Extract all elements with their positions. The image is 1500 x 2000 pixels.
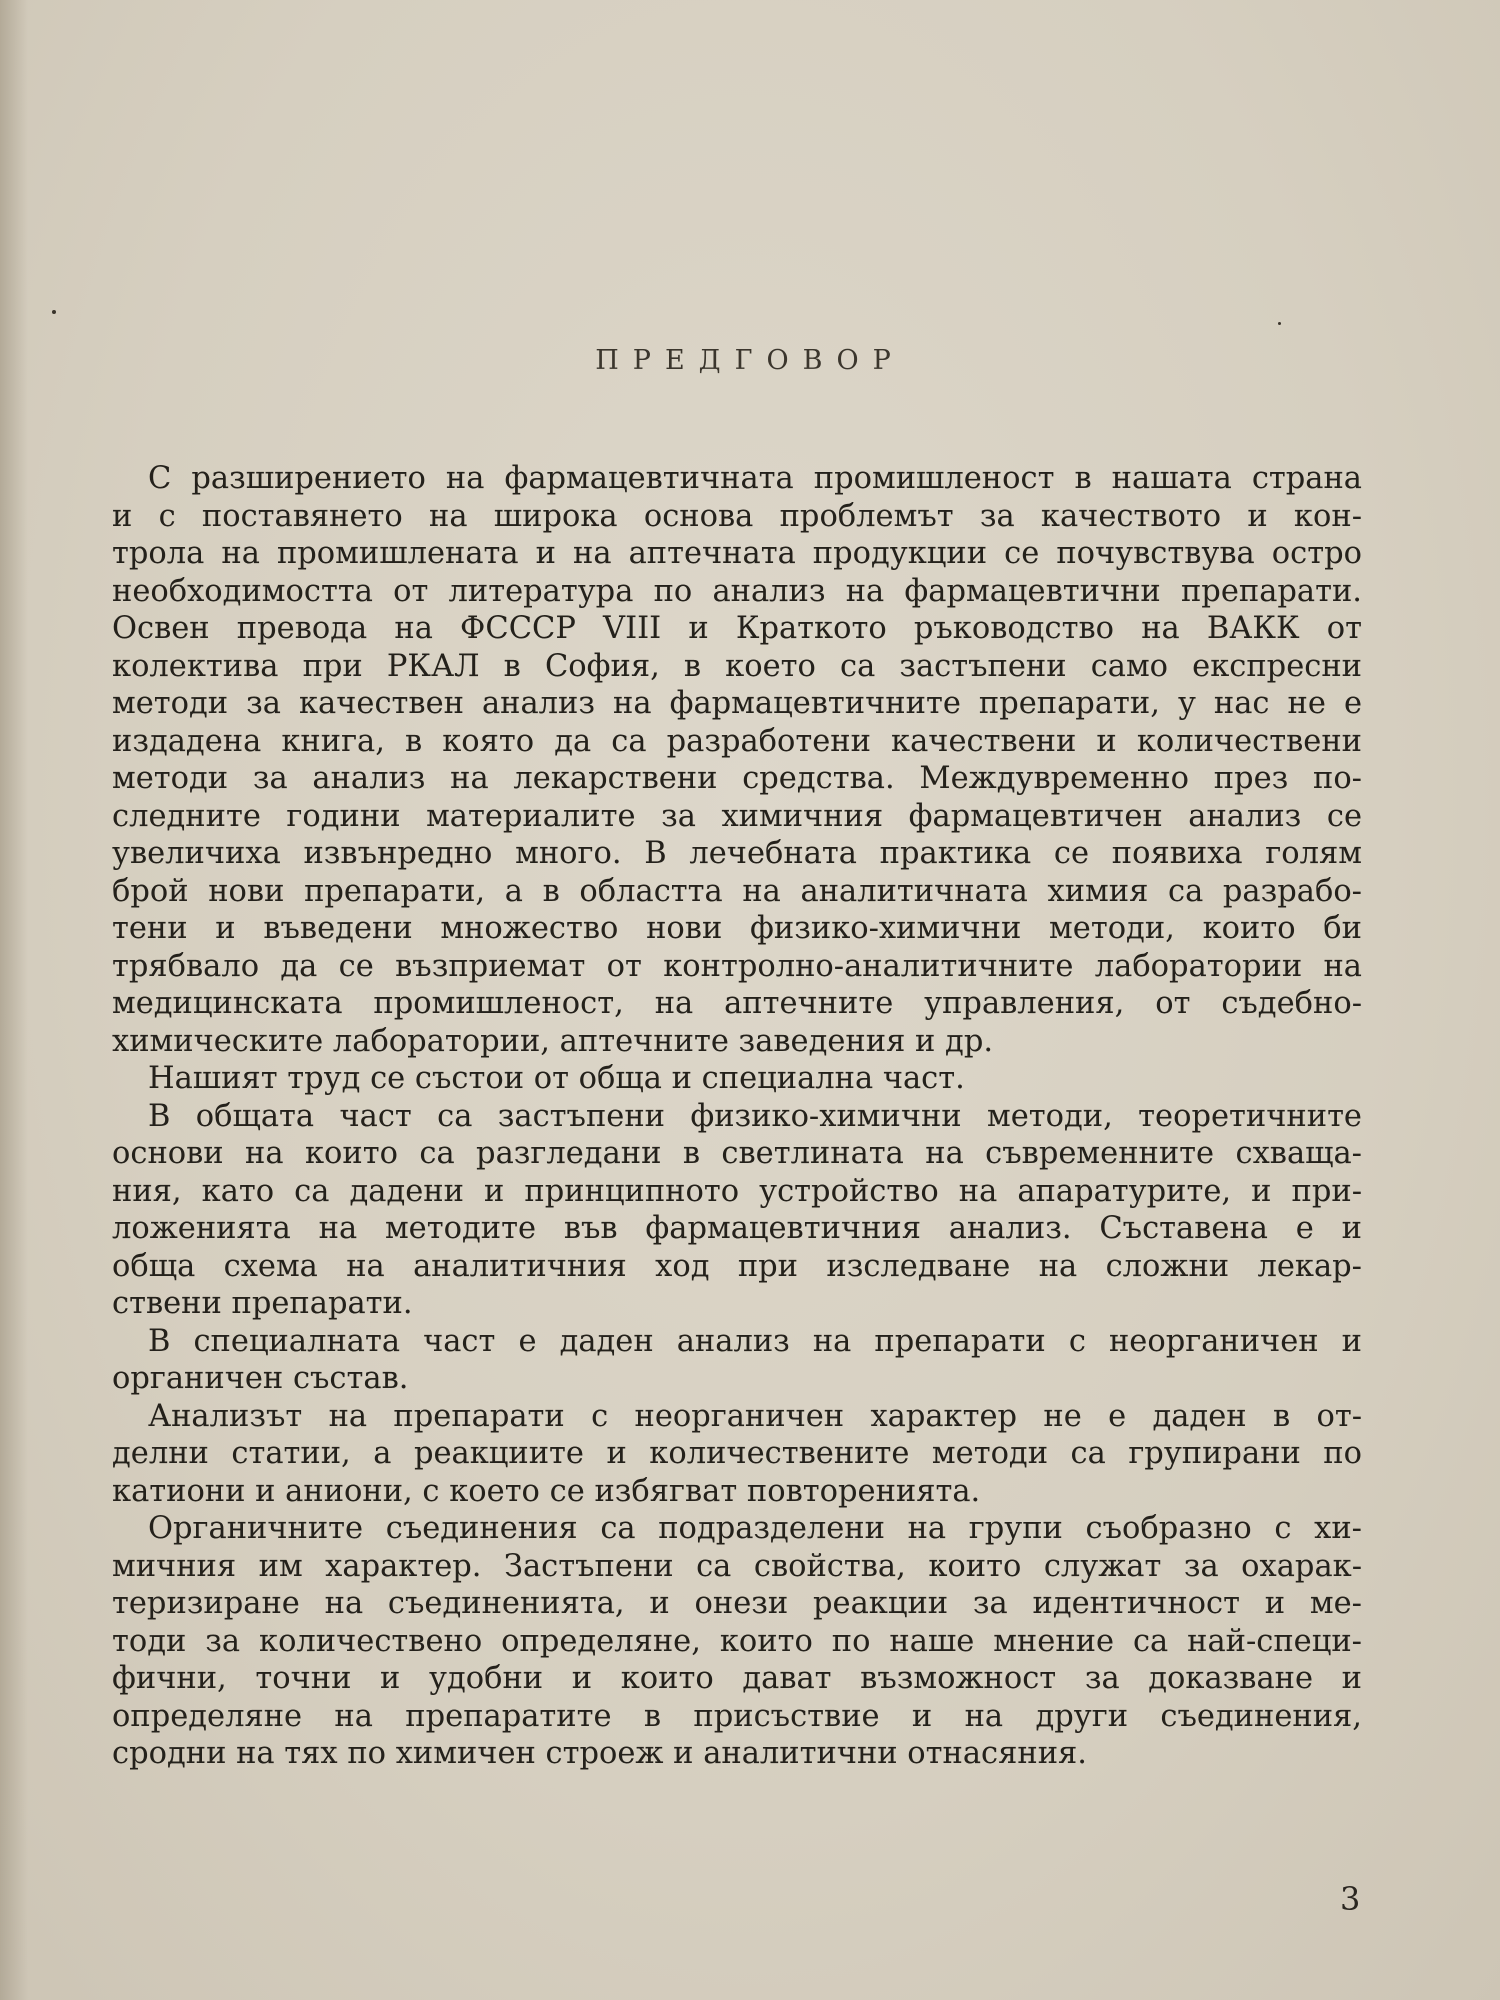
text-line: трябвало да се възприемат от контролно-аналитичните лаборатории на	[112, 948, 1362, 984]
text-line: трола на промишлената и на аптечната продукции се почувствува остро	[112, 536, 1362, 571]
paragraph	[112, 1060, 1362, 1098]
text-line: теризиране на съединенията, и онези реакции за идентичност и ме-	[112, 1586, 1362, 1621]
text-line: Нашият труд се състои от обща и специална част.	[148, 1061, 965, 1096]
paper-speck	[52, 310, 56, 314]
text-line: колектива при РКАЛ в София, в което са застъпени само експресни	[112, 648, 1362, 684]
text-line: определяне на препаратите в присъствие и на други съединения,	[112, 1698, 1362, 1734]
text-line: катиони и аниони, с което се избягват повторенията.	[112, 1473, 981, 1509]
text-line: фични, точни и удобни и които дават възможност за доказване и	[112, 1661, 1362, 1696]
paragraph	[112, 1098, 1362, 1323]
text-line: ложенията на методите във фармацевтичния анализ. Съставена е и	[112, 1211, 1362, 1246]
text-line: Анализът на препарати с неорганичен характер не е даден в от-	[148, 1398, 1362, 1434]
text-line: мичния им характер. Застъпени са свойства, които служат за охарак-	[112, 1548, 1362, 1584]
text-line: и с поставянето на широка основа проблемът за качеството и кон-	[112, 498, 1362, 534]
text-line: В общата част са застъпени физико-химични методи, теоретичните	[148, 1098, 1362, 1134]
page-number: 3	[1340, 1880, 1361, 1918]
paper-speck	[1278, 322, 1281, 325]
text-line: медицинската промишленост, на аптечните управления, от съдебно-	[112, 986, 1362, 1021]
text-line: необходимостта от литература по анализ на фармацевтични препарати.	[112, 573, 1362, 609]
text-line: ствени препарати.	[112, 1286, 413, 1321]
text-line: издадена книга, в която да са разработени качествени и количествени	[112, 723, 1362, 759]
text-line: следните години материалите за химичния фармацевтичен анализ се	[112, 798, 1362, 834]
page-title: ПРЕДГОВОР	[595, 345, 905, 376]
preface-body	[112, 460, 1362, 1773]
text-line: химическите лаборатории, аптечните заведения и др.	[112, 1023, 994, 1059]
text-line: увеличиха извънредно много. В лечебната практика се появиха голям	[112, 836, 1362, 871]
text-line: сродни на тях по химичен строеж и аналитични отнасяния.	[112, 1736, 1087, 1771]
text-line: методи за анализ на лекарствени средства. Междувременно през по-	[112, 761, 1362, 796]
text-line: Органичните съединения са подразделени на групи съобразно с хи-	[148, 1511, 1362, 1546]
text-line: В специалната част е даден анализ на препарати с неорганичен и	[148, 1323, 1362, 1359]
paragraph	[112, 1398, 1362, 1511]
text-line: методи за качествен анализ на фармацевтичните препарати, у нас не е	[112, 686, 1362, 721]
text-line: органичен състав.	[112, 1361, 409, 1396]
text-line: делни статии, а реакциите и количествените методи са групирани по	[112, 1436, 1362, 1471]
paragraph	[112, 1323, 1362, 1398]
text-line: С разширението на фармацевтичната промишленост в нашата страна	[148, 461, 1362, 496]
text-line: ния, като са дадени и принципното устройство на апаратурите, и при-	[112, 1173, 1362, 1209]
paragraph	[112, 460, 1362, 1060]
text-line: тоди за количествено определяне, които по наше мнение са най-специ-	[112, 1623, 1362, 1659]
text-line: обща схема на аналитичния ход при изследване на сложни лекар-	[112, 1248, 1362, 1284]
gutter-shadow	[0, 0, 28, 2000]
text-line: основи на които са разгледани в светлината на съвременните схваща-	[112, 1136, 1362, 1171]
text-line: брой нови препарати, а в областта на аналитичната химия са разрабо-	[112, 873, 1362, 909]
text-line: тени и въведени множество нови физико-химични методи, които би	[112, 911, 1362, 946]
text-line: Освен превода на ФСССР VIII и Краткото ръководство на ВАКК от	[112, 611, 1362, 646]
paragraph	[112, 1510, 1362, 1773]
